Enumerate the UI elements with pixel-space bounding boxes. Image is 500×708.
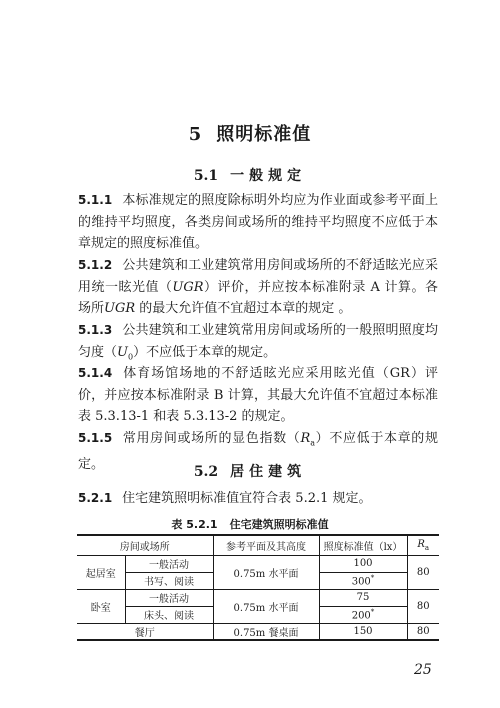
ugr-symbol: UGR (172, 279, 204, 295)
lux-value (319, 606, 407, 623)
room-name: 起居室 (77, 555, 125, 589)
clause-text-part: 常用房间或场所的显色指数（ (122, 431, 301, 446)
table-number: 表 5.2.1 (171, 518, 218, 531)
clause-5-1-1 (78, 190, 438, 255)
clause-text-part: 公共建筑和工业建筑常用房间或场所的一般照明照度均匀度（ (78, 323, 438, 360)
activity: 一般活动 (125, 589, 213, 606)
clause-5-2-1 (78, 488, 438, 510)
chapter-title (0, 120, 500, 146)
lux-value: 150 (319, 623, 407, 640)
header-room: 房间或场所 (77, 535, 213, 555)
clause-text-part: 的最大允许值不宜超过本章的规定 。 (135, 301, 352, 316)
ra-value: 80 (407, 589, 439, 623)
ugr-symbol: UGR (104, 301, 136, 316)
lux-value (319, 572, 407, 589)
header-lux: 照度标准值（lx） (319, 535, 407, 555)
chapter-number: 5 (188, 124, 203, 145)
clause-5-1-2 (78, 255, 438, 320)
activity: 书写、阅读 (125, 572, 213, 589)
clause-number: 5.1.2 (78, 258, 113, 272)
page-number: 25 (414, 662, 432, 678)
ra-subscript: a (310, 438, 316, 448)
section-title-5-2 (0, 461, 500, 481)
clause-text-part: ）不应低于本章的规定。 (133, 344, 277, 360)
activity: 一般活动 (125, 555, 213, 572)
activity: 床头、阅读 (125, 606, 213, 623)
section-title-text: 一般规定 (230, 168, 307, 184)
clause-number: 5.1.3 (78, 323, 113, 337)
reference-plane: 0.75m 水平面 (213, 555, 319, 589)
ra-value: 80 (407, 555, 439, 589)
reference-plane: 0.75m 餐桌面 (213, 623, 319, 640)
clause-5-1-4 (78, 363, 438, 428)
clause-text: 住宅建筑照明标准值宜符合表 5.2.1 规定。 (122, 491, 372, 506)
header-plane: 参考平面及其高度 (213, 535, 319, 555)
table-header-row (77, 535, 439, 555)
table-caption (0, 516, 500, 532)
ra-value: 80 (407, 623, 439, 640)
section-title-5-1 (0, 165, 500, 185)
footnote-star: * (370, 573, 375, 582)
lux-value: 100 (319, 555, 407, 572)
clause-text: 体育场馆场地的不舒适眩光应采用眩光值（GR）评价，并应按本标准附录 B 计算，其最大允许值不宜超过本标准表 5.3.13-1 和表 5.3.13-2 的规定。 (78, 366, 438, 424)
clause-text: 本标准规定的照度除标明外均应为作业面或参考平面上的维持平均照度，各类房间或场所的维持平均照度不应低于本章规定的照度标准值。 (78, 193, 438, 251)
table-row (77, 589, 439, 606)
clause-number: 5.1.4 (78, 366, 113, 380)
lux-value: 75 (319, 589, 407, 606)
lux-number: 300 (351, 576, 371, 588)
header-ra (407, 535, 439, 555)
table-row (77, 623, 439, 640)
ra-symbol: R (417, 538, 425, 550)
clause-text-part: ）不应低于本章的规定。 (78, 431, 438, 473)
room-name: 卧室 (77, 589, 125, 623)
table-title: 住宅建筑照明标准值 (229, 518, 329, 531)
clause-number: 5.2.1 (78, 491, 113, 505)
clause-text-part: 公共建筑和工业建筑常用房间或场所的不舒适眩光应采用统一眩光值（ (78, 258, 438, 295)
lighting-standard-table (77, 534, 439, 641)
reference-plane: 0.75m 水平面 (213, 589, 319, 623)
clause-5-1-3 (78, 320, 438, 368)
footnote-star: * (370, 607, 375, 616)
chapter-title-text: 照明标准值 (216, 124, 312, 145)
u0-symbol: U (117, 344, 128, 360)
section-title-text: 居住建筑 (230, 464, 307, 480)
section-number: 5.2 (193, 464, 219, 480)
lux-number: 200 (351, 610, 371, 622)
clause-text-part: ）评价，并应按本标准附录 A 计算。各场所 (78, 279, 438, 316)
ra-subscript: a (424, 543, 430, 552)
section-number: 5.1 (193, 168, 219, 184)
u0-subscript: 0 (127, 352, 134, 362)
clause-number: 5.1.1 (78, 193, 113, 207)
clause-number: 5.1.5 (78, 431, 113, 445)
table-row (77, 555, 439, 572)
room-name: 餐厅 (77, 623, 213, 640)
ra-symbol: R (300, 431, 311, 446)
